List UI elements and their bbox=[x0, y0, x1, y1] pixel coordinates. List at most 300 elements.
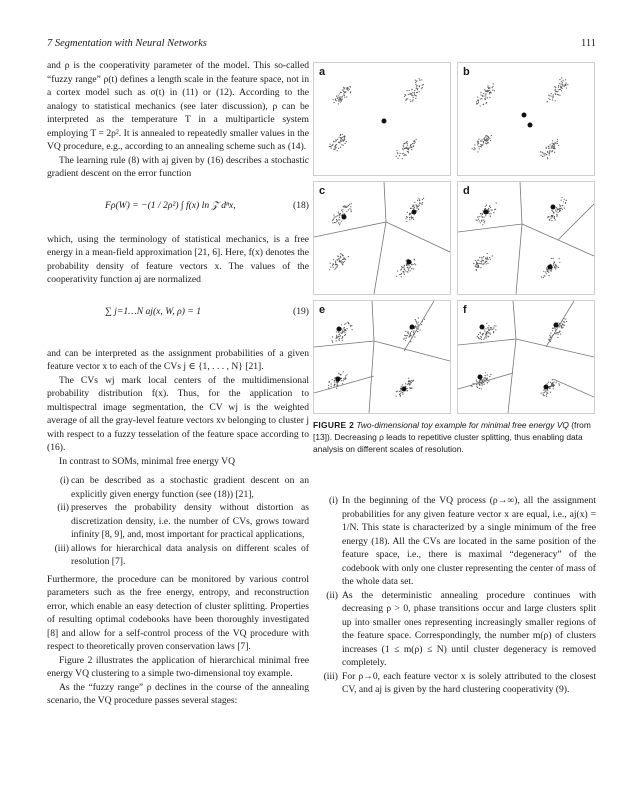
data-point bbox=[413, 205, 414, 206]
data-point bbox=[560, 210, 561, 211]
data-point bbox=[493, 212, 494, 213]
data-point bbox=[561, 81, 562, 82]
data-point bbox=[562, 327, 563, 328]
data-point bbox=[345, 259, 346, 260]
data-point bbox=[493, 328, 494, 329]
data-point bbox=[402, 158, 403, 159]
data-point bbox=[554, 86, 555, 87]
data-point bbox=[414, 94, 415, 95]
data-point bbox=[483, 256, 484, 257]
data-point bbox=[412, 92, 413, 93]
data-point bbox=[412, 100, 413, 101]
data-point bbox=[343, 262, 344, 263]
data-point bbox=[481, 220, 482, 221]
data-point bbox=[340, 147, 341, 148]
data-point bbox=[408, 268, 409, 269]
data-point bbox=[553, 265, 554, 266]
data-point bbox=[413, 264, 414, 265]
data-point bbox=[557, 214, 558, 215]
data-point bbox=[488, 325, 489, 326]
data-point bbox=[493, 83, 494, 84]
data-point bbox=[411, 208, 412, 209]
data-point bbox=[489, 138, 490, 139]
data-point bbox=[555, 210, 556, 211]
page-number: 111 bbox=[581, 38, 596, 49]
data-point bbox=[563, 201, 564, 202]
data-point bbox=[484, 221, 485, 222]
data-point bbox=[481, 339, 482, 340]
data-point bbox=[566, 321, 567, 322]
data-point bbox=[338, 213, 339, 214]
data-point bbox=[341, 380, 342, 381]
data-point bbox=[335, 145, 336, 146]
data-point bbox=[492, 86, 493, 87]
data-point bbox=[415, 95, 416, 96]
data-point bbox=[344, 87, 345, 88]
data-point bbox=[406, 147, 407, 148]
data-point bbox=[565, 79, 566, 80]
data-point bbox=[337, 383, 338, 384]
data-point bbox=[348, 209, 349, 210]
data-point bbox=[481, 337, 482, 338]
data-point bbox=[413, 141, 414, 142]
list-item bbox=[47, 501, 309, 542]
data-point bbox=[339, 338, 340, 339]
data-point bbox=[559, 211, 560, 212]
data-point bbox=[338, 95, 339, 96]
data-point bbox=[404, 143, 405, 144]
data-point bbox=[409, 217, 410, 218]
data-point bbox=[344, 138, 345, 139]
data-point bbox=[543, 271, 544, 272]
data-point bbox=[552, 143, 553, 144]
data-point bbox=[408, 151, 409, 152]
data-point bbox=[341, 97, 342, 98]
paragraph: In contrast to SOMs, minimal free energy VQ bbox=[59, 455, 236, 467]
data-point bbox=[552, 215, 553, 216]
data-point bbox=[334, 222, 335, 223]
data-point bbox=[407, 335, 408, 336]
data-point bbox=[341, 144, 342, 145]
data-point bbox=[399, 274, 400, 275]
data-point bbox=[482, 139, 483, 140]
data-point bbox=[478, 139, 479, 140]
data-point bbox=[550, 270, 551, 271]
paragraph: and ρ is the cooperativity parameter of the model. This so-called “fuzzy range” ρ(t) defines a length scale in the feature space, not in a cortex model such as σ(t) in (11) or (12). According to the analogy to statistical mechanics (see later discussion), ρ can be interpreted as the temperature T in a multiparticle system employing T = 2ρ². It is annealed to repeatedly smaller values in the VQ procedure, e.g., according to an annealing scheme such as (14). bbox=[47, 60, 309, 152]
data-point bbox=[495, 325, 496, 326]
data-point bbox=[477, 144, 478, 145]
data-point bbox=[561, 208, 562, 209]
data-point bbox=[411, 217, 412, 218]
data-point bbox=[342, 259, 343, 260]
data-point bbox=[488, 336, 489, 337]
data-point bbox=[342, 330, 343, 331]
data-point bbox=[481, 257, 482, 258]
panel-label: f bbox=[463, 304, 467, 316]
data-point bbox=[407, 217, 408, 218]
data-point bbox=[551, 146, 552, 147]
data-point bbox=[480, 146, 481, 147]
data-point bbox=[486, 263, 487, 264]
data-point bbox=[343, 371, 344, 372]
data-point bbox=[403, 145, 404, 146]
data-point bbox=[551, 258, 552, 259]
data-point bbox=[405, 335, 406, 336]
data-point bbox=[487, 378, 488, 379]
data-point bbox=[341, 260, 342, 261]
data-point bbox=[351, 203, 352, 204]
data-point bbox=[409, 336, 410, 337]
data-point bbox=[565, 202, 566, 203]
right-column bbox=[316, 488, 596, 701]
data-point bbox=[337, 336, 338, 337]
data-point bbox=[341, 137, 342, 138]
data-point bbox=[419, 85, 420, 86]
data-point bbox=[331, 383, 332, 384]
data-point bbox=[547, 383, 548, 384]
data-point bbox=[482, 263, 483, 264]
data-point bbox=[488, 139, 489, 140]
data-point bbox=[413, 380, 414, 381]
data-point bbox=[338, 100, 339, 101]
data-point bbox=[350, 92, 351, 93]
data-point bbox=[334, 381, 335, 382]
data-point bbox=[407, 145, 408, 146]
data-point bbox=[409, 94, 410, 95]
data-point bbox=[424, 319, 425, 320]
data-point bbox=[551, 218, 552, 219]
data-point bbox=[564, 322, 565, 323]
data-point bbox=[336, 264, 337, 265]
data-point bbox=[421, 88, 422, 89]
data-point bbox=[489, 93, 490, 94]
data-point bbox=[338, 219, 339, 220]
data-point bbox=[404, 338, 405, 339]
data-point bbox=[557, 208, 558, 209]
data-point bbox=[415, 80, 416, 81]
data-point bbox=[485, 261, 486, 262]
data-point bbox=[486, 323, 487, 324]
data-point bbox=[348, 205, 349, 206]
data-point bbox=[405, 100, 406, 101]
data-point bbox=[545, 390, 546, 391]
data-point bbox=[549, 154, 550, 155]
data-point bbox=[551, 96, 552, 97]
data-point bbox=[549, 335, 550, 336]
data-point bbox=[490, 213, 491, 214]
data-point bbox=[401, 386, 402, 387]
data-point bbox=[551, 210, 552, 211]
data-point bbox=[477, 142, 478, 143]
data-point bbox=[340, 332, 341, 333]
data-point bbox=[333, 218, 334, 219]
data-point bbox=[404, 148, 405, 149]
codebook-vector bbox=[551, 205, 556, 210]
data-point bbox=[343, 145, 344, 146]
data-point bbox=[339, 217, 340, 218]
data-point bbox=[400, 153, 401, 154]
data-point bbox=[406, 271, 407, 272]
list-item bbox=[316, 589, 596, 670]
data-point bbox=[557, 94, 558, 95]
data-point bbox=[486, 337, 487, 338]
data-point bbox=[485, 93, 486, 94]
data-point bbox=[419, 91, 420, 92]
data-point bbox=[543, 277, 544, 278]
data-point bbox=[342, 134, 343, 135]
data-point bbox=[541, 276, 542, 277]
data-point bbox=[339, 258, 340, 259]
data-point bbox=[399, 391, 400, 392]
codebook-vector bbox=[484, 210, 489, 215]
data-point bbox=[406, 337, 407, 338]
data-point bbox=[413, 206, 414, 207]
data-point bbox=[336, 216, 337, 217]
data-point bbox=[554, 216, 555, 217]
data-point bbox=[334, 269, 335, 270]
data-point bbox=[418, 209, 419, 210]
list-label: (i) bbox=[59, 475, 69, 486]
data-point bbox=[402, 153, 403, 154]
data-point bbox=[546, 267, 547, 268]
data-point bbox=[409, 219, 410, 220]
data-point bbox=[406, 221, 407, 222]
data-point bbox=[337, 150, 338, 151]
data-point bbox=[483, 339, 484, 340]
data-point bbox=[414, 207, 415, 208]
data-point bbox=[343, 380, 344, 381]
data-point bbox=[486, 138, 487, 139]
data-point bbox=[489, 257, 490, 258]
data-point bbox=[344, 258, 345, 259]
data-point bbox=[410, 208, 411, 209]
data-point bbox=[550, 333, 551, 334]
data-point bbox=[553, 212, 554, 213]
data-point bbox=[419, 199, 420, 200]
data-point bbox=[338, 101, 339, 102]
data-point bbox=[557, 337, 558, 338]
data-point bbox=[405, 386, 406, 387]
data-point bbox=[329, 269, 330, 270]
data-point bbox=[332, 342, 333, 343]
data-point bbox=[396, 276, 397, 277]
list-text: allows for hierarchical data analysis on different scales of resolution [7]. bbox=[71, 542, 309, 567]
list-item bbox=[316, 494, 596, 589]
data-point bbox=[341, 100, 342, 101]
data-point bbox=[403, 149, 404, 150]
data-point bbox=[486, 333, 487, 334]
running-header: 7 Segmentation with Neural Networks bbox=[47, 38, 207, 49]
data-point bbox=[548, 272, 549, 273]
data-point bbox=[550, 382, 551, 383]
data-point bbox=[554, 267, 555, 268]
data-point bbox=[553, 263, 554, 264]
data-point bbox=[335, 262, 336, 263]
data-point bbox=[554, 152, 555, 153]
data-point bbox=[423, 84, 424, 85]
data-point bbox=[397, 270, 398, 271]
data-point bbox=[558, 383, 559, 384]
data-point bbox=[403, 153, 404, 154]
data-point bbox=[567, 84, 568, 85]
data-point bbox=[479, 148, 480, 149]
data-point bbox=[338, 148, 339, 149]
data-point bbox=[336, 335, 337, 336]
data-point bbox=[405, 148, 406, 149]
data-point bbox=[553, 144, 554, 145]
data-point bbox=[341, 221, 342, 222]
list-text: In the beginning of the VQ process (ρ→∞), all the assignment probabilities for any given feature vector x are equal, i.e., aj(x) = 1/N. This state is characterized by a single minimum of the free energy (18). All the CVs are located in the same position of the feature space, i.e., there is maximal “degeneracy” of the codebook with only one cluster representing the center of mass of the whole data set. bbox=[342, 495, 596, 587]
data-point bbox=[488, 208, 489, 209]
data-point bbox=[552, 99, 553, 100]
data-point bbox=[332, 220, 333, 221]
data-point bbox=[557, 143, 558, 144]
data-point bbox=[419, 80, 420, 81]
data-point bbox=[555, 100, 556, 101]
data-point bbox=[415, 319, 416, 320]
data-point bbox=[492, 255, 493, 256]
data-point bbox=[478, 219, 479, 220]
data-point bbox=[334, 141, 335, 142]
data-point bbox=[345, 206, 346, 207]
data-point bbox=[483, 379, 484, 380]
data-point bbox=[480, 213, 481, 214]
data-point bbox=[400, 274, 401, 275]
data-point bbox=[344, 92, 345, 93]
data-point bbox=[344, 327, 345, 328]
data-point bbox=[556, 211, 557, 212]
property-list bbox=[47, 474, 309, 569]
data-point bbox=[485, 137, 486, 138]
data-point bbox=[483, 333, 484, 334]
data-point bbox=[414, 263, 415, 264]
list-text: For ρ→0, each feature vector x is solely attributed to the closest CV, and aj is given by the hard clustering cooperativity (9). bbox=[342, 670, 596, 695]
data-point bbox=[404, 154, 405, 155]
data-point bbox=[413, 330, 414, 331]
data-point bbox=[549, 95, 550, 96]
scatter-plot bbox=[458, 63, 594, 175]
data-point bbox=[347, 87, 348, 88]
data-point bbox=[490, 92, 491, 93]
data-point bbox=[339, 96, 340, 97]
data-point bbox=[553, 147, 554, 148]
data-point bbox=[546, 269, 547, 270]
data-point bbox=[476, 386, 477, 387]
data-point bbox=[478, 265, 479, 266]
data-point bbox=[422, 85, 423, 86]
figure-panel-c bbox=[313, 181, 451, 295]
data-point bbox=[549, 339, 550, 340]
data-point bbox=[481, 141, 482, 142]
data-point bbox=[482, 224, 483, 225]
list-label: (ii) bbox=[57, 502, 69, 513]
data-point bbox=[479, 263, 480, 264]
data-point bbox=[328, 385, 329, 386]
data-point bbox=[337, 98, 338, 99]
data-point bbox=[486, 143, 487, 144]
data-point bbox=[486, 378, 487, 379]
data-point bbox=[556, 265, 557, 266]
data-clusters bbox=[471, 318, 568, 397]
data-point bbox=[401, 276, 402, 277]
data-point bbox=[494, 209, 495, 210]
data-point bbox=[559, 262, 560, 263]
data-point bbox=[486, 205, 487, 206]
data-point bbox=[419, 203, 420, 204]
data-point bbox=[559, 79, 560, 80]
data-point bbox=[562, 209, 563, 210]
data-point bbox=[336, 388, 337, 389]
data-point bbox=[404, 96, 405, 97]
data-point bbox=[410, 383, 411, 384]
data-point bbox=[412, 206, 413, 207]
data-point bbox=[547, 390, 548, 391]
data-point bbox=[334, 216, 335, 217]
data-point bbox=[339, 214, 340, 215]
data-point bbox=[541, 152, 542, 153]
data-point bbox=[333, 102, 334, 103]
data-point bbox=[546, 147, 547, 148]
data-point bbox=[345, 330, 346, 331]
data-point bbox=[485, 206, 486, 207]
data-point bbox=[340, 213, 341, 214]
data-point bbox=[556, 332, 557, 333]
data-point bbox=[471, 386, 472, 387]
data-point bbox=[416, 205, 417, 206]
data-point bbox=[417, 200, 418, 201]
data-point bbox=[483, 95, 484, 96]
data-point bbox=[558, 87, 559, 88]
data-point bbox=[559, 208, 560, 209]
data-point bbox=[411, 264, 412, 265]
paragraph: As the “fuzzy range” ρ declines in the course of the annealing scenario, the VQ procedure passes several stages: bbox=[47, 681, 309, 706]
data-point bbox=[483, 260, 484, 261]
data-point bbox=[494, 90, 495, 91]
data-point bbox=[404, 94, 405, 95]
data-point bbox=[549, 151, 550, 152]
data-point bbox=[404, 266, 405, 267]
data-point bbox=[414, 259, 415, 260]
data-point bbox=[415, 264, 416, 265]
data-point bbox=[557, 141, 558, 142]
data-point bbox=[482, 214, 483, 215]
data-point bbox=[418, 206, 419, 207]
data-point bbox=[557, 139, 558, 140]
data-point bbox=[397, 153, 398, 154]
data-point bbox=[477, 151, 478, 152]
data-point bbox=[406, 155, 407, 156]
data-point bbox=[345, 378, 346, 379]
data-point bbox=[482, 385, 483, 386]
data-point bbox=[485, 140, 486, 141]
data-point bbox=[417, 206, 418, 207]
data-point bbox=[480, 261, 481, 262]
data-point bbox=[488, 381, 489, 382]
data-point bbox=[483, 264, 484, 265]
data-point bbox=[488, 329, 489, 330]
data-point bbox=[340, 102, 341, 103]
data-point bbox=[549, 144, 550, 145]
data-point bbox=[333, 149, 334, 150]
data-point bbox=[480, 222, 481, 223]
data-point bbox=[547, 217, 548, 218]
data-point bbox=[492, 87, 493, 88]
data-point bbox=[331, 386, 332, 387]
data-point bbox=[547, 151, 548, 152]
paragraph: which, using the terminology of statistical mechanics, is a free energy in a mean-field approximation [21, 6]. Here, f(x) denotes the probability density of feature vectors x. The values of the cooperativity function aj are normalized bbox=[47, 233, 309, 285]
data-point bbox=[337, 260, 338, 261]
data-point bbox=[342, 139, 343, 140]
